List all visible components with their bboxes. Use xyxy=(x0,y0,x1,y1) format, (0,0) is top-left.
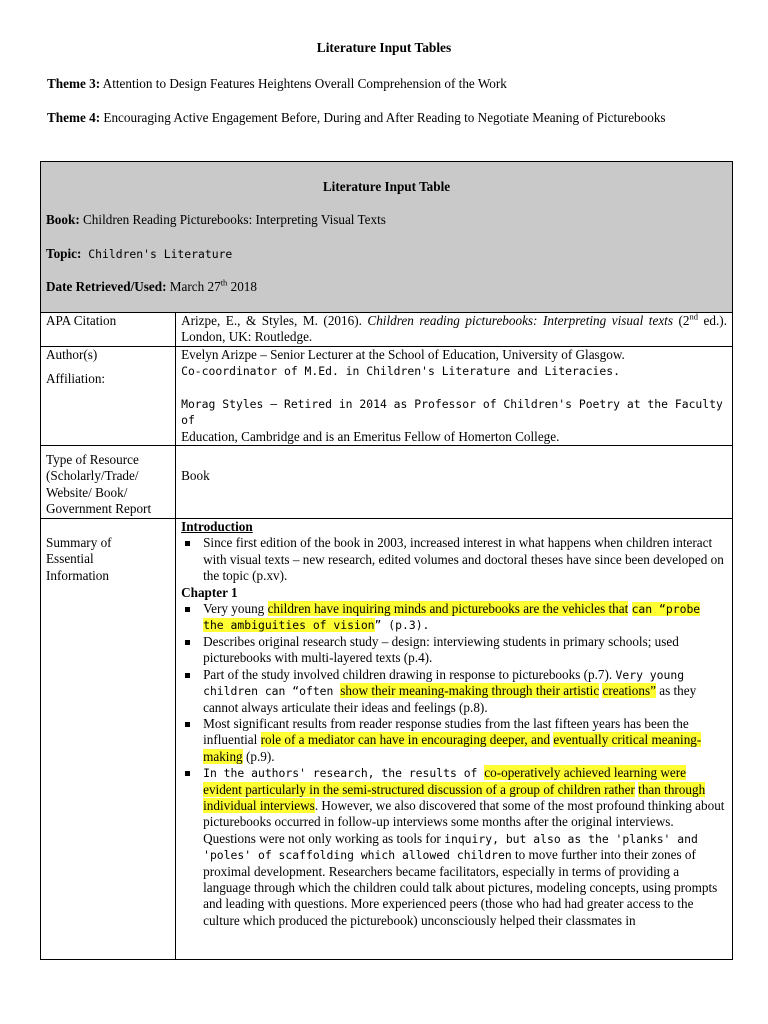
date-sup: th xyxy=(220,277,228,288)
list-item: Describes original research study – design: interviewing students in primary schools; used picturebooks with multi-layered texts (p.4). xyxy=(181,634,727,667)
author-label-cell xyxy=(41,347,176,446)
table-title: Literature Input Table xyxy=(322,179,451,194)
table-header-row xyxy=(41,162,733,313)
resource-type-row xyxy=(41,446,733,519)
topic-value: Children's Literature xyxy=(81,246,233,261)
topic-line xyxy=(46,246,727,262)
summary-label-3: Information xyxy=(46,567,109,583)
author-value-cell xyxy=(176,347,733,446)
author-label: Author(s) xyxy=(46,347,98,362)
theme-3-text: Attention to Design Features Heightens Overall Comprehension of the Work xyxy=(100,76,507,91)
author-styles-line1: Morag Styles – Retired in 2014 as Professor of Children's Poetry at the Faculty of xyxy=(181,396,723,428)
affiliation-label: Affiliation: xyxy=(46,371,106,387)
apa-edition: (2 xyxy=(672,313,690,328)
author-styles-line2: Education, Cambridge and is an Emeritus Fellow of Homerton College. xyxy=(181,428,560,444)
theme-3 xyxy=(47,76,722,92)
summary-content xyxy=(176,519,733,960)
apa-edition-sup: nd xyxy=(689,311,699,322)
literature-input-table xyxy=(40,161,733,960)
date-year: 2018 xyxy=(227,279,257,295)
summary-row xyxy=(41,519,733,960)
book-line xyxy=(46,212,727,228)
book-label: Book: xyxy=(46,212,80,228)
list-item: Very young children have inquiring minds and picturebooks are the vehicles that can “probe the ambiguities of vision” (p.3). xyxy=(181,601,727,634)
resource-type-label-3: Website/ Book/ xyxy=(46,484,128,500)
apa-row xyxy=(41,313,733,347)
author-arizpe-role: Co-coordinator of M.Ed. in Children's Literature and Literacies. xyxy=(181,364,620,379)
author-arizpe: Evelyn Arizpe – Senior Lecturer at the School of Education, University of Glasgow. xyxy=(181,347,625,362)
list-item: Part of the study involved children drawing in response to picturebooks (p.7). Very young children can “often show their meaning-making through their artistic creations” as they cannot always articulate their ideas and feelings (p.8). xyxy=(181,667,727,716)
resource-type-label-2: (Scholarly/Trade/ xyxy=(46,468,139,484)
list-item: Since first edition of the book in 2003, increased interest in what happens when children interact with visual texts – new research, edited volumes and doctoral theses have since been developed on the topic (p.xv). xyxy=(181,535,727,584)
book-value: Children Reading Picturebooks: Interpreting Visual Texts xyxy=(79,212,386,228)
apa-publisher: ed.). London, UK: Routledge. xyxy=(181,313,727,345)
theme-3-label: Theme 3: xyxy=(47,76,101,91)
apa-book-title: Children reading picturebooks: Interpreting visual texts xyxy=(367,313,673,328)
theme-4 xyxy=(47,110,722,126)
date-line xyxy=(46,279,727,295)
table-header-cell xyxy=(41,162,733,313)
theme-4-label: Theme 4: xyxy=(47,110,101,125)
list-item: In the authors' research, the results of co-operatively achieved learning were evident particularly in the semi-structured discussion of a group of children rather than through individual interviews. However, we also discovered that some of the most profound thinking about picturebooks occurred in follow-up interviews some months after the original interviews. Questions were not only working as tools for inquiry, but also as the 'planks' and 'poles' of scaffolding which allowed children to move further into their zones of proximal development. Researchers became facilitators, especially in terms of providing a language through which the children could talk about pictures, modeling concepts, using prompts and leading with questions. More experienced peers (those who had had greater access to the culture which produced the picturebook) unconsciously helped their classmates in xyxy=(181,765,727,929)
summary-label-1: Summary of xyxy=(46,535,112,551)
apa-authors: Arizpe, E., & Styles, M. (2016). xyxy=(181,313,368,328)
resource-type-label-4: Government Report xyxy=(46,501,152,517)
document-title: Literature Input Tables xyxy=(316,40,452,55)
list-item: Most significant results from reader response studies from the last fifteen years has been the influential role of a mediator can have in encouraging deeper, and eventually critical meaning-making (p.9). xyxy=(181,716,727,765)
introduction-heading: Introduction xyxy=(181,519,253,535)
resource-type-label xyxy=(41,446,176,519)
chapter-1-list xyxy=(181,601,727,929)
theme-4-text: Encouraging Active Engagement Before, During and After Reading to Negotiate Meaning of Picturebooks xyxy=(100,110,666,125)
summary-label xyxy=(41,519,176,960)
introduction-list xyxy=(181,535,727,584)
apa-value xyxy=(176,313,733,347)
summary-label-2: Essential xyxy=(46,551,94,567)
topic-label: Topic: xyxy=(46,245,82,261)
chapter-1-heading: Chapter 1 xyxy=(181,584,238,600)
resource-type-label-1: Type of Resource xyxy=(46,452,139,468)
resource-type-value: Book xyxy=(181,468,210,484)
author-row xyxy=(41,347,733,446)
apa-label: APA Citation xyxy=(41,313,176,347)
date-value: March 27 xyxy=(166,279,221,295)
date-label: Date Retrieved/Used: xyxy=(46,279,167,295)
